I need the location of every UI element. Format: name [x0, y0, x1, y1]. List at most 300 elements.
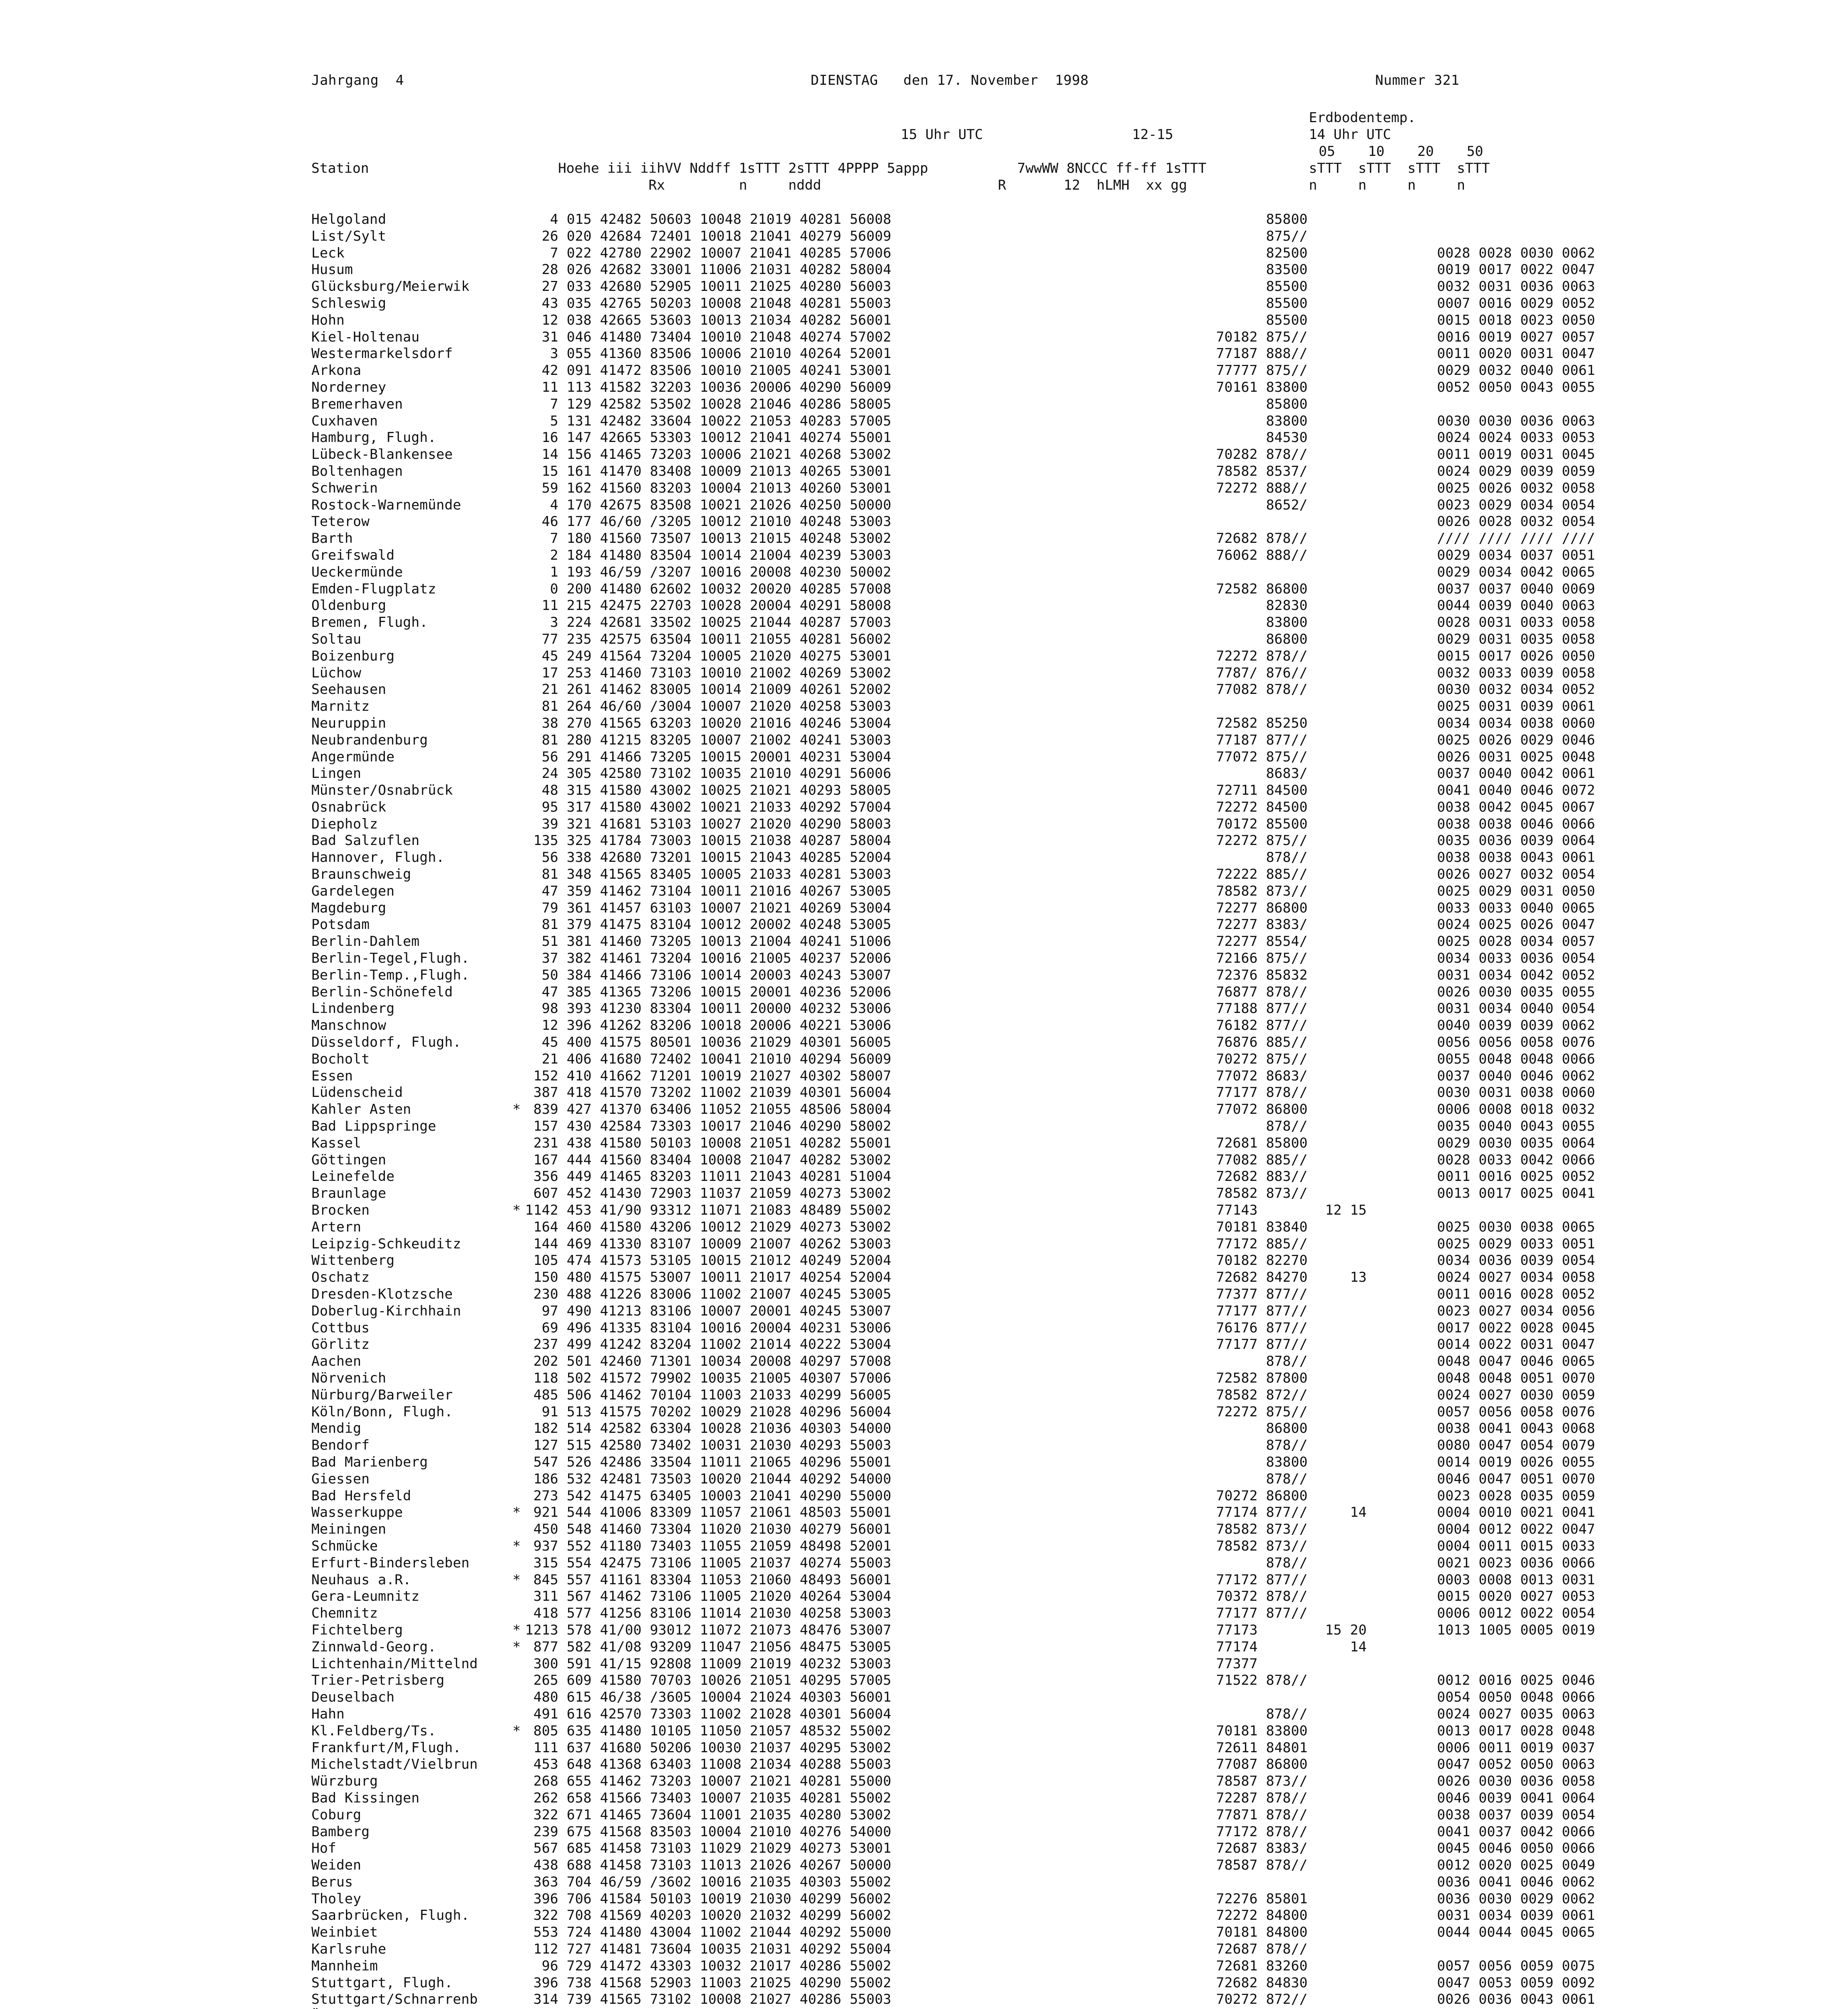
column-subheader-soil: n n n n: [1309, 177, 1465, 193]
table-row: [311, 497, 1595, 514]
gust-values: [1308, 648, 1437, 665]
soil-temperatures: 0029 0031 0035 0058: [1437, 631, 1595, 647]
table-row: [311, 1689, 1595, 1706]
observation-groups: 144 469 41330 83107 10009 21007 40262 53003: [525, 1236, 891, 1252]
mountain-marker: [508, 1370, 525, 1387]
mountain-marker: [508, 1588, 525, 1605]
mountain-marker: [508, 1941, 525, 1958]
table-row: [311, 1185, 1595, 1202]
gust-values: [1308, 1773, 1437, 1790]
mountain-marker: [508, 1488, 525, 1505]
soil-temperatures: 0038 0037 0039 0054: [1437, 1806, 1595, 1823]
station-name: Göttingen: [311, 1152, 386, 1168]
station-name: Hahn: [311, 1706, 345, 1722]
station-name: Marnitz: [311, 698, 370, 715]
soil-temperatures: 0025 0026 0029 0046: [1437, 732, 1595, 748]
station-name: Braunschweig: [311, 866, 411, 883]
synop-groups: 72687 878//: [1216, 1941, 1308, 1958]
gust-values: [1308, 362, 1437, 379]
station-name: Barth: [311, 530, 353, 547]
gust-values: [1308, 1857, 1437, 1874]
table-row: [311, 1723, 1595, 1740]
observation-groups: 164 460 41580 43206 10012 21029 40273 53002: [525, 1219, 891, 1235]
mountain-marker: [508, 1555, 525, 1572]
synop-groups: 72582 85250: [1216, 715, 1308, 731]
mountain-marker: [508, 1320, 525, 1337]
mountain-marker: [508, 1790, 525, 1807]
gust-values: [1308, 295, 1437, 312]
mountain-marker: *: [512, 1639, 521, 1655]
table-row: [311, 1202, 1595, 1219]
table-row: [311, 463, 1595, 480]
mountain-marker: [508, 1991, 525, 2008]
observation-groups: 300 591 41/15 92808 11009 21019 40232 53003: [525, 1655, 891, 1672]
station-name: Bad Lippspringe: [311, 1118, 436, 1135]
gust-values: 14: [1308, 1639, 1367, 1655]
table-row: [311, 396, 1595, 413]
station-table: [311, 211, 1595, 2009]
synop-groups: 70282 878//: [1216, 446, 1308, 463]
table-row: [311, 631, 1595, 648]
table-row: [311, 799, 1595, 816]
gust-values: [1308, 1824, 1437, 1841]
synop-groups: 72272 888//: [1216, 480, 1308, 496]
mountain-marker: *: [512, 1538, 521, 1554]
station-name: Manschnow: [311, 1017, 386, 1034]
observation-groups: 396 738 41568 52903 11003 21025 40290 55002: [525, 1974, 891, 1991]
table-row: [311, 1000, 1595, 1017]
table-row: [311, 917, 1595, 933]
gust-values: [1308, 1084, 1437, 1101]
synop-groups: 76877 878//: [1216, 984, 1308, 1000]
synop-groups: 78582 873//: [1216, 1185, 1308, 1202]
soil-temperatures: 0046 0039 0041 0064: [1437, 1790, 1595, 1806]
gust-values: [1308, 1236, 1437, 1253]
table-row: [311, 883, 1595, 900]
gust-values: [1308, 564, 1437, 581]
soil-temperatures: 0015 0017 0026 0050: [1437, 648, 1595, 664]
mountain-marker: [508, 900, 525, 917]
gust-values: [1308, 1689, 1437, 1706]
synop-groups: 72272 84800: [1216, 1907, 1308, 1924]
table-row: [311, 564, 1595, 581]
soil-temperatures: 0030 0031 0038 0060: [1437, 1084, 1595, 1101]
table-row: [311, 1269, 1595, 1286]
mountain-marker: [508, 1034, 525, 1051]
gust-values: [1308, 547, 1437, 564]
table-row: [311, 1084, 1595, 1101]
station-name: Bamberg: [311, 1823, 370, 1840]
mountain-marker: [508, 1219, 525, 1236]
table-row: [311, 967, 1595, 984]
column-header-synop: 7wwWW 8NCCC ff-ff 1sTTT: [1017, 160, 1206, 176]
station-name: Doberlug-Kirchhain: [311, 1303, 461, 1319]
observation-groups: 547 526 42486 33504 11011 21065 40296 55001: [525, 1454, 891, 1470]
soil-temperatures: 0007 0016 0029 0052: [1437, 295, 1595, 311]
synop-groups: 70182 82270: [1216, 1252, 1308, 1269]
observation-groups: 877 582 41/08 93209 11047 21056 48475 53005: [525, 1639, 891, 1655]
soil-temperatures: 0024 0027 0035 0063: [1437, 1706, 1595, 1722]
station-name: Gera-Leumnitz: [311, 1588, 420, 1605]
gust-values: [1308, 1034, 1437, 1051]
soil-temperatures: 0037 0040 0042 0061: [1437, 765, 1595, 782]
observation-groups: 182 514 42582 63304 10028 21036 40303 54000: [525, 1420, 891, 1437]
observation-groups: 69 496 41335 83104 10016 20004 40231 53006: [525, 1320, 891, 1336]
table-row: [311, 1656, 1595, 1673]
synop-groups: 77087 86800: [1216, 1756, 1308, 1773]
mountain-marker: [508, 1891, 525, 1908]
gust-values: [1308, 463, 1437, 480]
observation-groups: 273 542 41475 63405 10003 21041 40290 55000: [525, 1487, 891, 1504]
mountain-marker: [508, 1000, 525, 1017]
table-row: [311, 1924, 1595, 1941]
table-row: [311, 1152, 1595, 1169]
mountain-marker: [508, 1420, 525, 1437]
soil-temperatures: 0025 0028 0034 0057: [1437, 933, 1595, 950]
table-row: [311, 1454, 1595, 1471]
table-row: [311, 362, 1595, 379]
observation-groups: 607 452 41430 72903 11037 21059 40273 53002: [525, 1185, 891, 1202]
observation-groups: 311 567 41462 73106 11005 21020 40264 53004: [525, 1588, 891, 1605]
gust-values: [1308, 379, 1437, 396]
mountain-marker: [508, 1017, 525, 1034]
table-row: [311, 1991, 1595, 2008]
synop-groups: 70181 83840: [1216, 1219, 1308, 1235]
soil-temperatures: 0025 0031 0039 0061: [1437, 698, 1595, 715]
table-row: [311, 1740, 1595, 1757]
mountain-marker: [508, 1118, 525, 1135]
station-name: Soltau: [311, 631, 362, 647]
gust-values: [1308, 967, 1437, 984]
issue-number: Nummer 321: [1375, 72, 1460, 88]
gust-values: [1308, 278, 1437, 295]
observation-groups: 3 224 42681 33502 10025 21044 40287 57003: [525, 614, 891, 631]
mountain-marker: [508, 1975, 525, 1992]
soil-temperatures: 0048 0048 0051 0070: [1437, 1370, 1595, 1386]
synop-groups: 72582 87800: [1216, 1370, 1308, 1386]
soil-temperatures: 0031 0034 0040 0054: [1437, 1000, 1595, 1017]
mountain-marker: [508, 278, 525, 295]
soil-temperatures: 0034 0036 0039 0054: [1437, 1252, 1595, 1269]
table-row: [311, 329, 1595, 346]
mountain-marker: [508, 1471, 525, 1488]
synop-groups: 7787/ 876//: [1216, 665, 1308, 681]
table-row: [311, 866, 1595, 883]
synop-groups: 70272 875//: [1216, 1051, 1308, 1067]
station-name: Bad Marienberg: [311, 1454, 428, 1470]
mountain-marker: [508, 917, 525, 933]
table-row: [311, 1286, 1595, 1303]
observation-groups: 4 170 42675 83508 10021 21026 40250 50000: [525, 497, 891, 513]
station-name: Wasserkuppe: [311, 1504, 403, 1521]
soil-temperatures: 0024 0029 0039 0059: [1437, 463, 1595, 479]
soil-temperatures: //// //// //// ////: [1437, 530, 1595, 547]
gust-values: [1308, 782, 1437, 799]
gust-values: [1308, 950, 1437, 967]
soil-temperatures: 0047 0053 0059 0092: [1437, 1974, 1595, 1991]
mountain-marker: [508, 1656, 525, 1673]
observation-groups: 7 129 42582 53502 10028 21046 40286 58005: [525, 396, 891, 412]
table-row: [311, 1907, 1595, 1924]
mountain-marker: [508, 262, 525, 278]
mountain-marker: [508, 1857, 525, 1874]
station-name: Berlin-Temp.,Flugh.: [311, 967, 470, 983]
table-row: [311, 749, 1595, 766]
synop-groups: 72272 84500: [1216, 799, 1308, 815]
synop-groups: 8652/: [1216, 497, 1308, 513]
station-name: Nürburg/Barweiler: [311, 1387, 453, 1403]
synop-groups: 85800: [1216, 396, 1308, 412]
table-row: [311, 648, 1595, 665]
soil-temperatures: 1013 1005 0005 0019: [1437, 1622, 1595, 1638]
synop-groups: 77072 8683/: [1216, 1068, 1308, 1084]
observation-groups: 56 291 41466 73205 10015 20001 40231 53004: [525, 749, 891, 765]
station-name: Stuttgart, Flugh.: [311, 1974, 453, 1991]
synop-groups: 878//: [1216, 1706, 1308, 1722]
gust-values: [1308, 329, 1437, 346]
gust-values: [1308, 1437, 1437, 1454]
soil-temperatures: 0021 0023 0036 0066: [1437, 1555, 1595, 1571]
mountain-marker: [508, 1756, 525, 1773]
gust-values: [1308, 262, 1437, 278]
soil-temperatures: 0012 0020 0025 0049: [1437, 1857, 1595, 1874]
mountain-marker: [508, 1068, 525, 1085]
mountain-marker: [508, 648, 525, 665]
observation-groups: 3 055 41360 83506 10006 21010 40264 52001: [525, 346, 891, 362]
gust-values: 15 20: [1308, 1622, 1367, 1638]
station-name: Neuruppin: [311, 715, 386, 731]
mountain-marker: [508, 866, 525, 883]
mountain-marker: [508, 514, 525, 530]
synop-groups: [1216, 514, 1308, 530]
station-name: Weiden: [311, 1857, 362, 1874]
soil-temperatures: 0035 0040 0043 0055: [1437, 1118, 1595, 1135]
observation-groups: 363 704 46/59 /3602 10016 21035 40303 55002: [525, 1874, 891, 1890]
gust-values: [1308, 1991, 1437, 2008]
observation-groups: 7 180 41560 73507 10013 21015 40248 53002: [525, 530, 891, 547]
gust-values: [1308, 312, 1437, 329]
station-name: Fichtelberg: [311, 1622, 403, 1638]
observation-groups: 450 548 41460 73304 11020 21030 40279 56001: [525, 1521, 891, 1538]
mountain-marker: [508, 1152, 525, 1169]
gust-values: [1308, 614, 1437, 631]
soil-temperatures: 0011 0020 0031 0047: [1437, 346, 1595, 362]
table-row: [311, 698, 1595, 715]
table-row: [311, 1236, 1595, 1253]
gust-values: [1308, 1185, 1437, 1202]
synop-groups: [1216, 1689, 1308, 1706]
soil-temperatures: 0036 0041 0046 0062: [1437, 1874, 1595, 1890]
mountain-marker: [508, 413, 525, 430]
mountain-marker: [508, 1840, 525, 1857]
observation-groups: 42 091 41472 83506 10010 21005 40241 53001: [525, 362, 891, 379]
synop-groups: 77072 86800: [1216, 1101, 1308, 1118]
observation-groups: 21 261 41462 83005 10014 21009 40261 52002: [525, 681, 891, 698]
observation-groups: 38 270 41565 63203 10020 21016 40246 53004: [525, 715, 891, 731]
soil-temperatures: 0029 0030 0035 0064: [1437, 1135, 1595, 1151]
synop-groups: 77187 888//: [1216, 346, 1308, 362]
synop-groups: 83800: [1216, 1454, 1308, 1470]
table-row: [311, 1572, 1595, 1589]
mountain-marker: [508, 1689, 525, 1706]
mountain-marker: [508, 547, 525, 564]
station-name: Ueckermünde: [311, 564, 403, 580]
observation-groups: 51 381 41460 73205 10013 21004 40241 51006: [525, 933, 891, 950]
synop-groups: 878//: [1216, 1471, 1308, 1487]
soil-temperatures: 0004 0011 0015 0033: [1437, 1538, 1595, 1554]
station-name: Mendig: [311, 1420, 362, 1437]
soil-temperatures: 0034 0034 0038 0060: [1437, 715, 1595, 731]
table-row: [311, 1807, 1595, 1824]
station-name: Lindenberg: [311, 1000, 395, 1017]
observation-groups: 356 449 41465 83203 11011 21043 40281 51004: [525, 1168, 891, 1185]
table-row: [311, 1219, 1595, 1236]
observation-groups: 268 655 41462 73203 10007 21021 40281 55000: [525, 1773, 891, 1790]
soil-temperatures: 0028 0031 0033 0058: [1437, 614, 1595, 631]
table-row: [311, 984, 1595, 1001]
observation-groups: 77 235 42575 63504 10011 21055 40281 56002: [525, 631, 891, 647]
table-row: [311, 665, 1595, 682]
observation-groups: 230 488 41226 83006 11002 21007 40245 53005: [525, 1286, 891, 1302]
soil-temperatures: 0030 0030 0036 0063: [1437, 413, 1595, 429]
mountain-marker: [508, 1740, 525, 1757]
soil-temperatures: 0019 0017 0022 0047: [1437, 262, 1595, 278]
observation-groups: 37 382 41461 73204 10016 21005 40237 52006: [525, 950, 891, 967]
gust-values: [1308, 1252, 1437, 1269]
station-name: Essen: [311, 1068, 353, 1084]
gust-values: [1308, 1706, 1437, 1723]
observation-groups: 167 444 41560 83404 10008 21047 40282 53002: [525, 1152, 891, 1168]
observation-groups: 15 161 41470 83408 10009 21013 40265 53001: [525, 463, 891, 479]
table-row: [311, 1555, 1595, 1572]
station-name: Wittenberg: [311, 1252, 395, 1269]
observation-groups: 12 396 41262 83206 10018 20006 40221 53006: [525, 1017, 891, 1034]
synop-groups: [1216, 564, 1308, 581]
station-name: Cuxhaven: [311, 413, 378, 429]
station-name: Würzburg: [311, 1773, 378, 1790]
table-row: [311, 1404, 1595, 1421]
station-name: Hohn: [311, 312, 345, 328]
station-name: Angermünde: [311, 749, 395, 765]
gust-values: [1308, 1488, 1437, 1505]
mountain-marker: [508, 362, 525, 379]
soil-temperatures: 0057 0056 0058 0076: [1437, 1403, 1595, 1420]
synop-groups: 83800: [1216, 614, 1308, 631]
observation-groups: 59 162 41560 83203 10004 21013 40260 53001: [525, 480, 891, 496]
synop-groups: 77871 878//: [1216, 1806, 1308, 1823]
soil-temperatures: 0004 0010 0021 0041: [1437, 1504, 1595, 1521]
synop-groups: 72682 883//: [1216, 1168, 1308, 1185]
soil-temperatures: 0024 0027 0034 0058: [1437, 1269, 1595, 1286]
gust-values: [1308, 1891, 1437, 1908]
table-row: [311, 1370, 1595, 1387]
station-name: Artern: [311, 1219, 362, 1235]
gust-values: [1308, 933, 1437, 950]
observation-groups: 231 438 41580 50103 10008 21051 40282 55001: [525, 1135, 891, 1151]
synop-groups: 78582 8537/: [1216, 463, 1308, 479]
table-row: [311, 430, 1595, 446]
table-row: [311, 1068, 1595, 1085]
soil-temperatures: 0011 0016 0025 0052: [1437, 1168, 1595, 1185]
synop-groups: 70181 83800: [1216, 1723, 1308, 1739]
table-row: [311, 849, 1595, 866]
soil-temperatures: 0028 0028 0030 0062: [1437, 245, 1595, 261]
gust-values: [1308, 1471, 1437, 1488]
gust-values: [1308, 581, 1437, 598]
observation-groups: 315 554 42475 73106 11005 21037 40274 55003: [525, 1555, 891, 1571]
soil-temperatures: 0032 0033 0039 0058: [1437, 665, 1595, 681]
gust-values: [1308, 681, 1437, 698]
soil-temperatures: 0045 0046 0050 0066: [1437, 1840, 1595, 1857]
mountain-marker: [508, 228, 525, 245]
station-name: Berlin-Tegel,Flugh.: [311, 950, 470, 967]
synop-groups: 78587 873//: [1216, 1773, 1308, 1790]
station-name: Braunlage: [311, 1185, 386, 1202]
gust-values: [1308, 228, 1437, 245]
gust-values: [1308, 1975, 1437, 1992]
observation-groups: 839 427 41370 63406 11052 21055 48506 58004: [525, 1101, 891, 1118]
observation-groups: 396 706 41584 50103 10019 21030 40299 56002: [525, 1890, 891, 1907]
station-name: Lichtenhain/Mittelnd: [311, 1655, 478, 1672]
observation-groups: 1 193 46/59 /3207 10016 20008 40230 50002: [525, 564, 891, 580]
station-name: Brocken: [311, 1202, 370, 1219]
gust-values: [1308, 799, 1437, 816]
soil-temperatures: 0026 0028 0032 0054: [1437, 514, 1595, 530]
soil-temperatures: 0047 0052 0050 0063: [1437, 1756, 1595, 1773]
soil-temperatures: 0011 0016 0028 0052: [1437, 1286, 1595, 1302]
mountain-marker: [508, 614, 525, 631]
table-row: [311, 950, 1595, 967]
soil-temperatures: 0014 0022 0031 0047: [1437, 1336, 1595, 1353]
station-name: Schmücke: [311, 1538, 378, 1554]
observation-groups: 105 474 41573 53105 10015 21012 40249 52004: [525, 1252, 891, 1269]
synop-groups: 878//: [1216, 1555, 1308, 1571]
table-row: [311, 1353, 1595, 1370]
soil-time: 14 Uhr UTC: [1309, 127, 1391, 143]
table-row: [311, 1706, 1595, 1723]
mountain-marker: [508, 480, 525, 497]
soil-temperatures: 0025 0029 0031 0050: [1437, 883, 1595, 899]
station-name: Westermarkelsdorf: [311, 346, 453, 362]
mountain-marker: [508, 849, 525, 866]
gust-values: [1308, 665, 1437, 682]
soil-temperatures: 0046 0047 0051 0070: [1437, 1471, 1595, 1487]
observation-groups: 81 379 41475 83104 10012 20002 40248 53005: [525, 917, 891, 933]
soil-temperatures: 0038 0038 0043 0061: [1437, 849, 1595, 866]
observation-groups: 11 113 41582 32203 10036 20006 40290 56009: [525, 379, 891, 395]
synop-groups: 77177 877//: [1216, 1303, 1308, 1319]
synop-groups: 83500: [1216, 262, 1308, 278]
table-row: [311, 933, 1595, 950]
synop-groups: 85500: [1216, 278, 1308, 295]
synop-groups: 78582 873//: [1216, 1521, 1308, 1538]
gust-values: [1308, 715, 1437, 732]
table-row: [311, 1488, 1595, 1505]
station-name: List/Sylt: [311, 228, 386, 244]
station-name: Coburg: [311, 1806, 362, 1823]
observation-groups: 12 038 42665 53603 10013 21034 40282 56001: [525, 312, 891, 328]
table-row: [311, 530, 1595, 547]
synop-groups: 77377: [1216, 1655, 1258, 1672]
synop-groups: 72682 84270: [1216, 1269, 1308, 1286]
mountain-marker: [508, 1706, 525, 1723]
gust-values: [1308, 866, 1437, 883]
synop-groups: 70172 85500: [1216, 816, 1308, 832]
table-row: [311, 1252, 1595, 1269]
gust-values: [1308, 883, 1437, 900]
gust-values: [1308, 765, 1437, 782]
observation-groups: 81 264 46/60 /3004 10007 21020 40258 53003: [525, 698, 891, 715]
